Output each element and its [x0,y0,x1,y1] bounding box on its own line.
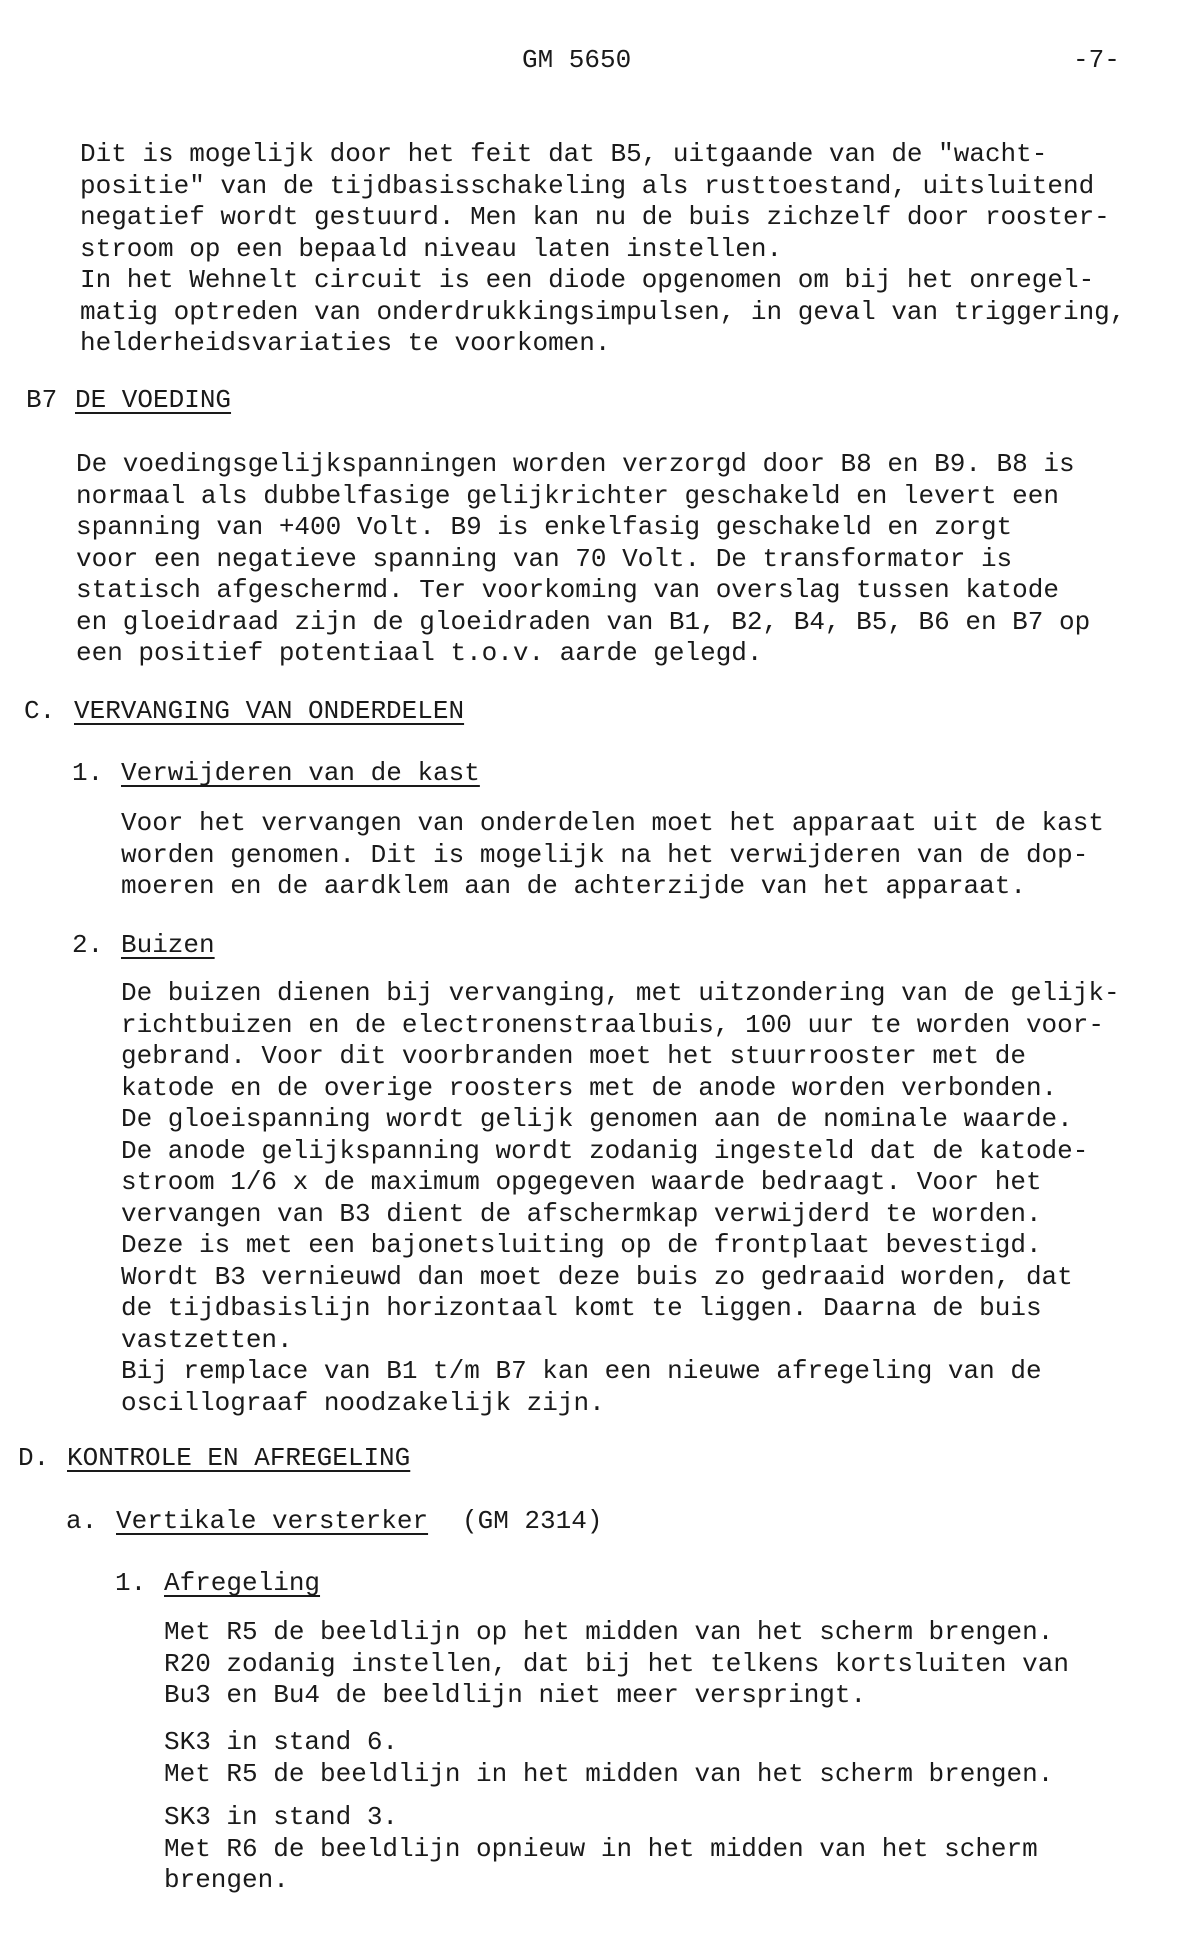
c-item2-line: oscillograaf noodzakelijk zijn. [121,1387,605,1418]
afregeling-step: Met R6 de beeldlijn opnieuw in het midden van het scherm [164,1833,1038,1864]
b7-line: spanning van +400 Volt. B9 is enkelfasig geschakeld en zorgt [76,512,1013,542]
section-c-heading: VERVANGING VAN ONDERDELEN [74,696,465,726]
page-header-title: GM 5650 [522,45,632,75]
d-sub-a-heading: Vertikale versterker [116,1506,429,1536]
c-item2-line: Bij remplace van B1 t/m B7 kan een nieuwe afregeling van de [121,1356,1042,1386]
d-a-item1-label: 1. [115,1568,147,1598]
d-sub-a-suffix: (GM 2314) [462,1506,603,1536]
c-item2-line: richtbuizen en de electronenstraalbuis, 100 uur te worden voor- [121,1009,1104,1040]
c-item2-line: vervangen van B3 dient de afschermkap verwijderd te worden. [121,1198,1042,1229]
afregeling-step: brengen. [164,1865,289,1895]
page-number: -7- [1073,45,1120,75]
b7-line: statisch afgeschermd. Ter voorkoming van overslag tussen katode [76,575,1059,605]
intro-line: matig optreden van onderdrukkingsimpulsen, in geval van triggering, [80,296,1126,327]
d-a-item1-group1 [164,1617,1069,1712]
c-item1-label: 1. [72,758,104,788]
c-item2-line: De gloeispanning wordt gelijk genomen aan de nominale waarde. [121,1104,1073,1134]
c-item2-line: de tijdbasislijn horizontaal komt te liggen. Daarna de buis [121,1293,1042,1323]
section-d-label: D. [18,1443,50,1473]
afregeling-step: SK3 in stand 3. [164,1802,399,1832]
b7-line: en gloeidraad zijn de gloeidraden van B1, B2, B4, B5, B6 en B7 op [76,606,1091,637]
afregeling-step: Met R5 de beeldlijn in het midden van het scherm brengen. [164,1758,1054,1789]
intro-line: In het Wehnelt circuit is een diode opgenomen om bij het onregel- [80,265,1095,295]
afregeling-step: R20 zodanig instellen, dat bij het telkens kortsluiten van [164,1648,1069,1679]
afregeling-step: Met R5 de beeldlijn op het midden van het scherm brengen. [164,1617,1054,1647]
c-item1-line: worden genomen. Dit is mogelijk na het verwijderen van de dop- [121,839,1089,870]
d-a-item1-heading: Afregeling [164,1568,321,1598]
c-item2-line: vastzetten. [121,1324,293,1355]
d-a-item1-group3 [164,1802,1038,1897]
c-item2-label: 2. [72,930,104,960]
c-item1-paragraph [121,808,1104,903]
section-d-heading: KONTROLE EN AFREGELING [67,1443,411,1473]
c-item2-line: Wordt B3 vernieuwd dan moet deze buis zo gedraaid worden, dat [121,1261,1073,1292]
intro-paragraph [80,139,1125,360]
b7-line: voor een negatieve spanning van 70 Volt. De transformator is [76,543,1013,574]
section-b7-heading: DE VOEDING [75,385,232,415]
c-item1-line: Voor het vervangen van onderdelen moet het apparaat uit de kast [121,808,1104,838]
intro-line: negatief wordt gestuurd. Men kan nu de buis zichzelf door rooster- [80,202,1110,232]
c-item2-paragraph [121,978,1120,1419]
c-item2-line: De buizen dienen bij vervanging, met uitzondering van de gelijk- [121,978,1120,1008]
c-item2-line: Deze is met een bajonetsluiting op de frontplaat bevestigd. [121,1230,1042,1260]
d-a-item1-group2 [164,1727,1053,1790]
c-item1-heading: Verwijderen van de kast [121,758,480,788]
afregeling-step: SK3 in stand 6. [164,1727,399,1757]
b7-line: normaal als dubbelfasige gelijkrichter geschakeld en levert een [76,480,1059,511]
c-item2-line: katode en de overige roosters met de anode worden verbonden. [121,1072,1058,1103]
d-sub-a-label: a. [66,1506,98,1536]
c-item1-line: moeren en de aardklem aan de achterzijde van het apparaat. [121,871,1026,901]
b7-line: De voedingsgelijkspanningen worden verzorgd door B8 en B9. B8 is [76,449,1075,479]
c-item2-line: gebrand. Voor dit voorbranden moet het stuurrooster met de [121,1041,1026,1071]
section-b7-label: B7 [26,385,58,415]
intro-line: stroom op een bepaald niveau laten instellen. [80,233,783,264]
intro-line: helderheidsvariaties te voorkomen. [80,328,611,358]
intro-line: Dit is mogelijk door het feit dat B5, uitgaande van de "wacht- [80,139,1048,169]
c-item2-line: De anode gelijkspanning wordt zodanig ingesteld dat de katode- [121,1135,1089,1166]
b7-line: een positief potentiaal t.o.v. aarde gelegd. [76,638,763,668]
section-c-label: C. [24,696,56,726]
afregeling-step: Bu3 en Bu4 de beeldlijn niet meer verspringt. [164,1680,867,1710]
b7-paragraph [76,449,1090,670]
c-item2-line: stroom 1/6 x de maximum opgegeven waarde bedraagt. Voor het [121,1167,1042,1197]
intro-line: positie" van de tijdbasisschakeling als rusttoestand, uitsluitend [80,170,1095,201]
c-item2-heading: Buizen [121,930,215,960]
